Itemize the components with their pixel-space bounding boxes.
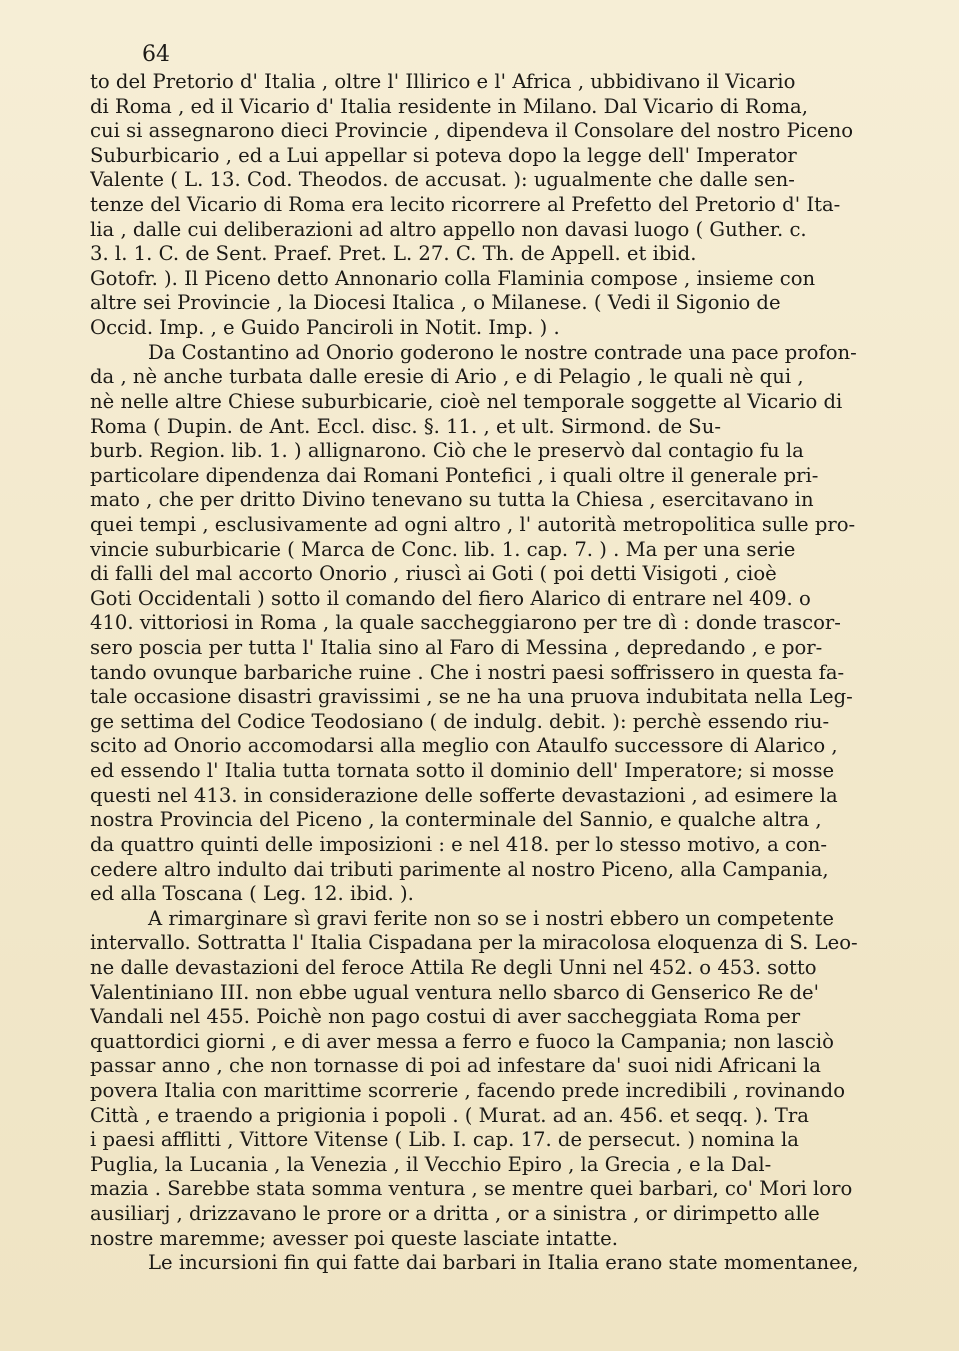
text-line: altre sei Provincie , la Diocesi Italica , o Milanese. ( Vedi il Sigonio de <box>90 291 781 315</box>
paragraph-first-line: Le incursioni fin qui fatte dai barbari in Italia erano state momentanee, <box>148 1251 859 1275</box>
text-line: i paesi afflitti , Vittore Vitense ( Lib. I. cap. 17. de persecut. ) nomina la <box>90 1128 799 1152</box>
text-line: mazia . Sarebbe stata somma ventura , se mentre quei barbari, co' Mori loro <box>90 1177 853 1201</box>
text-line: to del Pretorio d' Italia , oltre l' Illirico e l' Africa , ubbidivano il Vicario <box>90 70 796 93</box>
text-line: intervallo. Sottratta l' Italia Cispadana per la miracolosa eloquenza di S. Leo- <box>90 931 858 955</box>
text-line: particolare dipendenza dai Romani Pontefici , i quali oltre il generale pri- <box>90 463 819 487</box>
text-line: questi nel 413. in considerazione delle sofferte devastazioni , ad esimere la <box>90 783 838 807</box>
text-line: da , nè anche turbata dalle eresie di Ario , e di Pelagio , le quali nè qui , <box>90 365 804 389</box>
text-line: povera Italia con marittime scorrerie , facendo prede incredibili , rovinando <box>90 1078 845 1102</box>
page-number: 64 <box>142 42 170 67</box>
text-line: tenze del Vicario di Roma era lecito ricorrere al Prefetto del Pretorio d' Ita- <box>90 193 841 217</box>
text-line: di falli del mal accorto Onorio , riuscì ai Goti ( poi detti Visigoti , cioè <box>90 562 777 586</box>
text-line: nè nelle altre Chiese suburbicarie, cioè nel temporale soggette al Vicario di <box>90 389 843 413</box>
text-line: cedere altro indulto dai tributi parimente al nostro Piceno, alla Campania, <box>90 857 829 881</box>
text-line: Suburbicario , ed a Lui appellar si poteva dopo la legge dell' Imperator <box>90 143 797 167</box>
text-line: ausiliarj , drizzavano le prore or a dritta , or a sinistra , or dirimpetto alle <box>90 1202 820 1226</box>
text-line: 410. vittoriosi in Roma , la quale saccheggiarono per tre dì : donde trascor- <box>90 611 841 635</box>
text-line: passar anno , che non tornasse di poi ad infestare da' suoi nidi Africani la <box>90 1054 821 1078</box>
paragraph-first-line: A rimarginare sì gravi ferite non so se i nostri ebbero un competente <box>148 906 834 930</box>
text-line: quei tempi , esclusivamente ad ogni altro , l' autorità metropolitica sulle pro- <box>90 512 856 536</box>
text-line: sero poscia per tutta l' Italia sino al Faro di Messina , depredando , e por- <box>90 636 823 660</box>
text-line: Occid. Imp. , e Guido Panciroli in Notit. Imp. ) . <box>90 316 560 340</box>
text-line: ge settima del Codice Teodosiano ( de indulg. debit. ): perchè essendo riu- <box>90 709 830 733</box>
text-line: ed alla Toscana ( Leg. 12. ibid. ). <box>90 882 414 906</box>
text-line: Roma ( Dupin. de Ant. Eccl. disc. §. 11. , et ult. Sirmond. de Su- <box>90 414 721 438</box>
text-line: Valentiniano III. non ebbe ugual ventura nello sbarco di Genserico Re de' <box>90 980 820 1004</box>
text-line: Gotofr. ). Il Piceno detto Annonario colla Flaminia compose , insieme con <box>90 266 816 290</box>
text-line: Vandali nel 455. Poichè non pago costui di aver saccheggiata Roma per <box>90 1005 801 1029</box>
text-line: Città , e traendo a prigionia i popoli . ( Murat. ad an. 456. et seqq. ). Tra <box>90 1103 809 1127</box>
text-line: lia , dalle cui deliberazioni ad altro appello non davasi luogo ( Guther. c. <box>90 217 807 241</box>
text-line: ed essendo l' Italia tutta tornata sotto il dominio dell' Imperatore; si mosse <box>90 759 835 783</box>
text-line: burb. Region. lib. 1. ) allignarono. Ciò che le preservò dal contagio fu la <box>90 439 804 463</box>
text-line: tando ovunque barbariche ruine . Che i nostri paesi soffrissero in questa fa- <box>90 660 845 684</box>
body-text <box>90 70 882 1276</box>
text-line: ne dalle devastazioni del feroce Attila Re degli Unni nel 452. o 453. sotto <box>90 955 817 979</box>
text-line: quattordici giorni , e di aver messa a ferro e fuoco la Campania; non lasciò <box>90 1029 834 1053</box>
text-line: mato , che per dritto Divino tenevano su tutta la Chiesa , esercitavano in <box>90 488 814 512</box>
text-line: vincie suburbicarie ( Marca de Conc. lib. 1. cap. 7. ) . Ma per una serie <box>90 537 796 561</box>
text-line: tale occasione disastri gravissimi , se ne ha una pruova indubitata nella Leg- <box>90 685 853 709</box>
text-line: 3. l. 1. C. de Sent. Praef. Pret. L. 27. C. Th. de Appell. et ibid. <box>90 242 697 266</box>
text-line: Goti Occidentali ) sotto il comando del fiero Alarico di entrare nel 409. o <box>90 586 811 610</box>
text-line: di Roma , ed il Vicario d' Italia residente in Milano. Dal Vicario di Roma, <box>90 94 808 118</box>
paragraph-first-line: Da Costantino ad Onorio goderono le nostre contrade una pace profon- <box>148 340 857 364</box>
text-line: cui si assegnarono dieci Provincie , dipendeva il Consolare del nostro Piceno <box>90 119 854 143</box>
text-line: scito ad Onorio accomodarsi alla meglio con Ataulfo successore di Alarico , <box>90 734 838 758</box>
text-line: nostre maremme; avesser poi queste lasciate intatte. <box>90 1226 618 1250</box>
text-line: Puglia, la Lucania , la Venezia , il Vecchio Epiro , la Grecia , e la Dal- <box>90 1152 772 1176</box>
text-line: nostra Provincia del Piceno , la conterminale del Sannio, e qualche altra , <box>90 808 822 832</box>
text-line: Valente ( L. 13. Cod. Theodos. de accusat. ): ugualmente che dalle sen- <box>90 168 795 192</box>
text-line: da quattro quinti delle imposizioni : e nel 418. per lo stesso motivo, a con- <box>90 832 828 856</box>
